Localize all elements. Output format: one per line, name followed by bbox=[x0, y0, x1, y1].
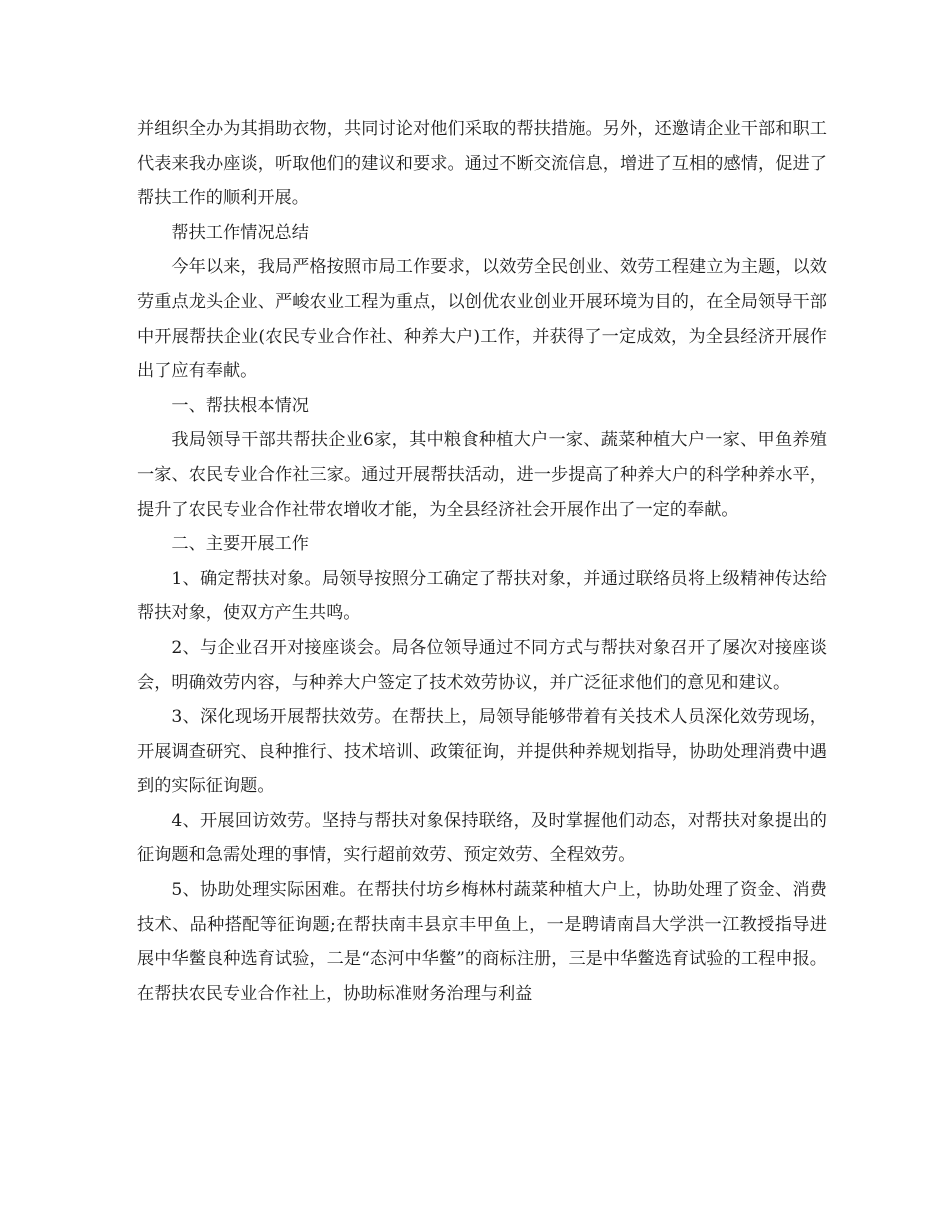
paragraph-basic-situation: 我局领导干部共帮扶企业6家，其中粮食种植大户一家、蔬菜种植大户一家、甲鱼养殖一家、农民专业合作社三家。通过开展帮扶活动，进一步提高了种养大户的科学种养水平，提升了农民专业合作社带农增收才能，为全县经济社会开展作出了一定的奉献。 bbox=[137, 430, 827, 520]
list-item-4: 4、开展回访效劳。坚持与帮扶对象保持联络，及时掌握他们动态，对帮扶对象提出的征询题和急需处理的事情，实行超前效劳、预定效劳、全程效劳。 bbox=[137, 810, 827, 866]
document-body bbox=[137, 112, 827, 1011]
list-item-5: 5、协助处理实际困难。在帮扶付坊乡梅林村蔬菜种植大户上，协助处理了资金、消费技术、品种搭配等征询题;在帮扶南丰县京丰甲鱼上，一是聘请南昌大学洪一江教授指导进展中华鳖良种选育试验，二是“态河中华鳖”的商标注册，三是中华鳖选育试验的工程申报。在帮扶农民专业合作社上，协助标准财务治理与利益 bbox=[137, 880, 827, 1004]
section-heading-main-work: 二、主要开展工作 bbox=[171, 534, 309, 555]
list-item-1: 1、确定帮扶对象。局领导按照分工确定了帮扶对象，并通过联络员将上级精神传达给帮扶对象，使双方产生共鸣。 bbox=[137, 568, 827, 624]
paragraph-continuation: 并组织全办为其捐助衣物，共同讨论对他们采取的帮扶措施。另外，还邀请企业干部和职工代表来我办座谈，听取他们的建议和要求。通过不断交流信息，增进了互相的感情，促进了帮扶工作的顺利开展。 bbox=[137, 119, 827, 209]
section-heading-basic-situation: 一、帮扶根本情况 bbox=[171, 395, 309, 416]
paragraph-intro: 今年以来，我局严格按照市局工作要求，以效劳全民创业、效劳工程建立为主题，以效劳重点龙头企业、严峻农业工程为重点，以创优农业创业开展环境为目的，在全局领导干部中开展帮扶企业(农民专业合作社、种养大户)工作，并获得了一定成效，为全县经济开展作出了应有奉献。 bbox=[137, 257, 827, 382]
list-item-2: 2、与企业召开对接座谈会。局各位领导通过不同方式与帮扶对象召开了屡次对接座谈会，明确效劳内容，与种养大户签定了技术效劳协议，并广泛征求他们的意见和建议。 bbox=[137, 637, 827, 693]
section-heading-summary: 帮扶工作情况总结 bbox=[171, 222, 309, 243]
list-item-3: 3、深化现场开展帮扶效劳。在帮扶上，局领导能够带着有关技术人员深化效劳现场，开展调查研究、良种推行、技术培训、政策征询，并提供种养规划指导，协助处理消费中遇到的实际征询题。 bbox=[137, 707, 827, 797]
